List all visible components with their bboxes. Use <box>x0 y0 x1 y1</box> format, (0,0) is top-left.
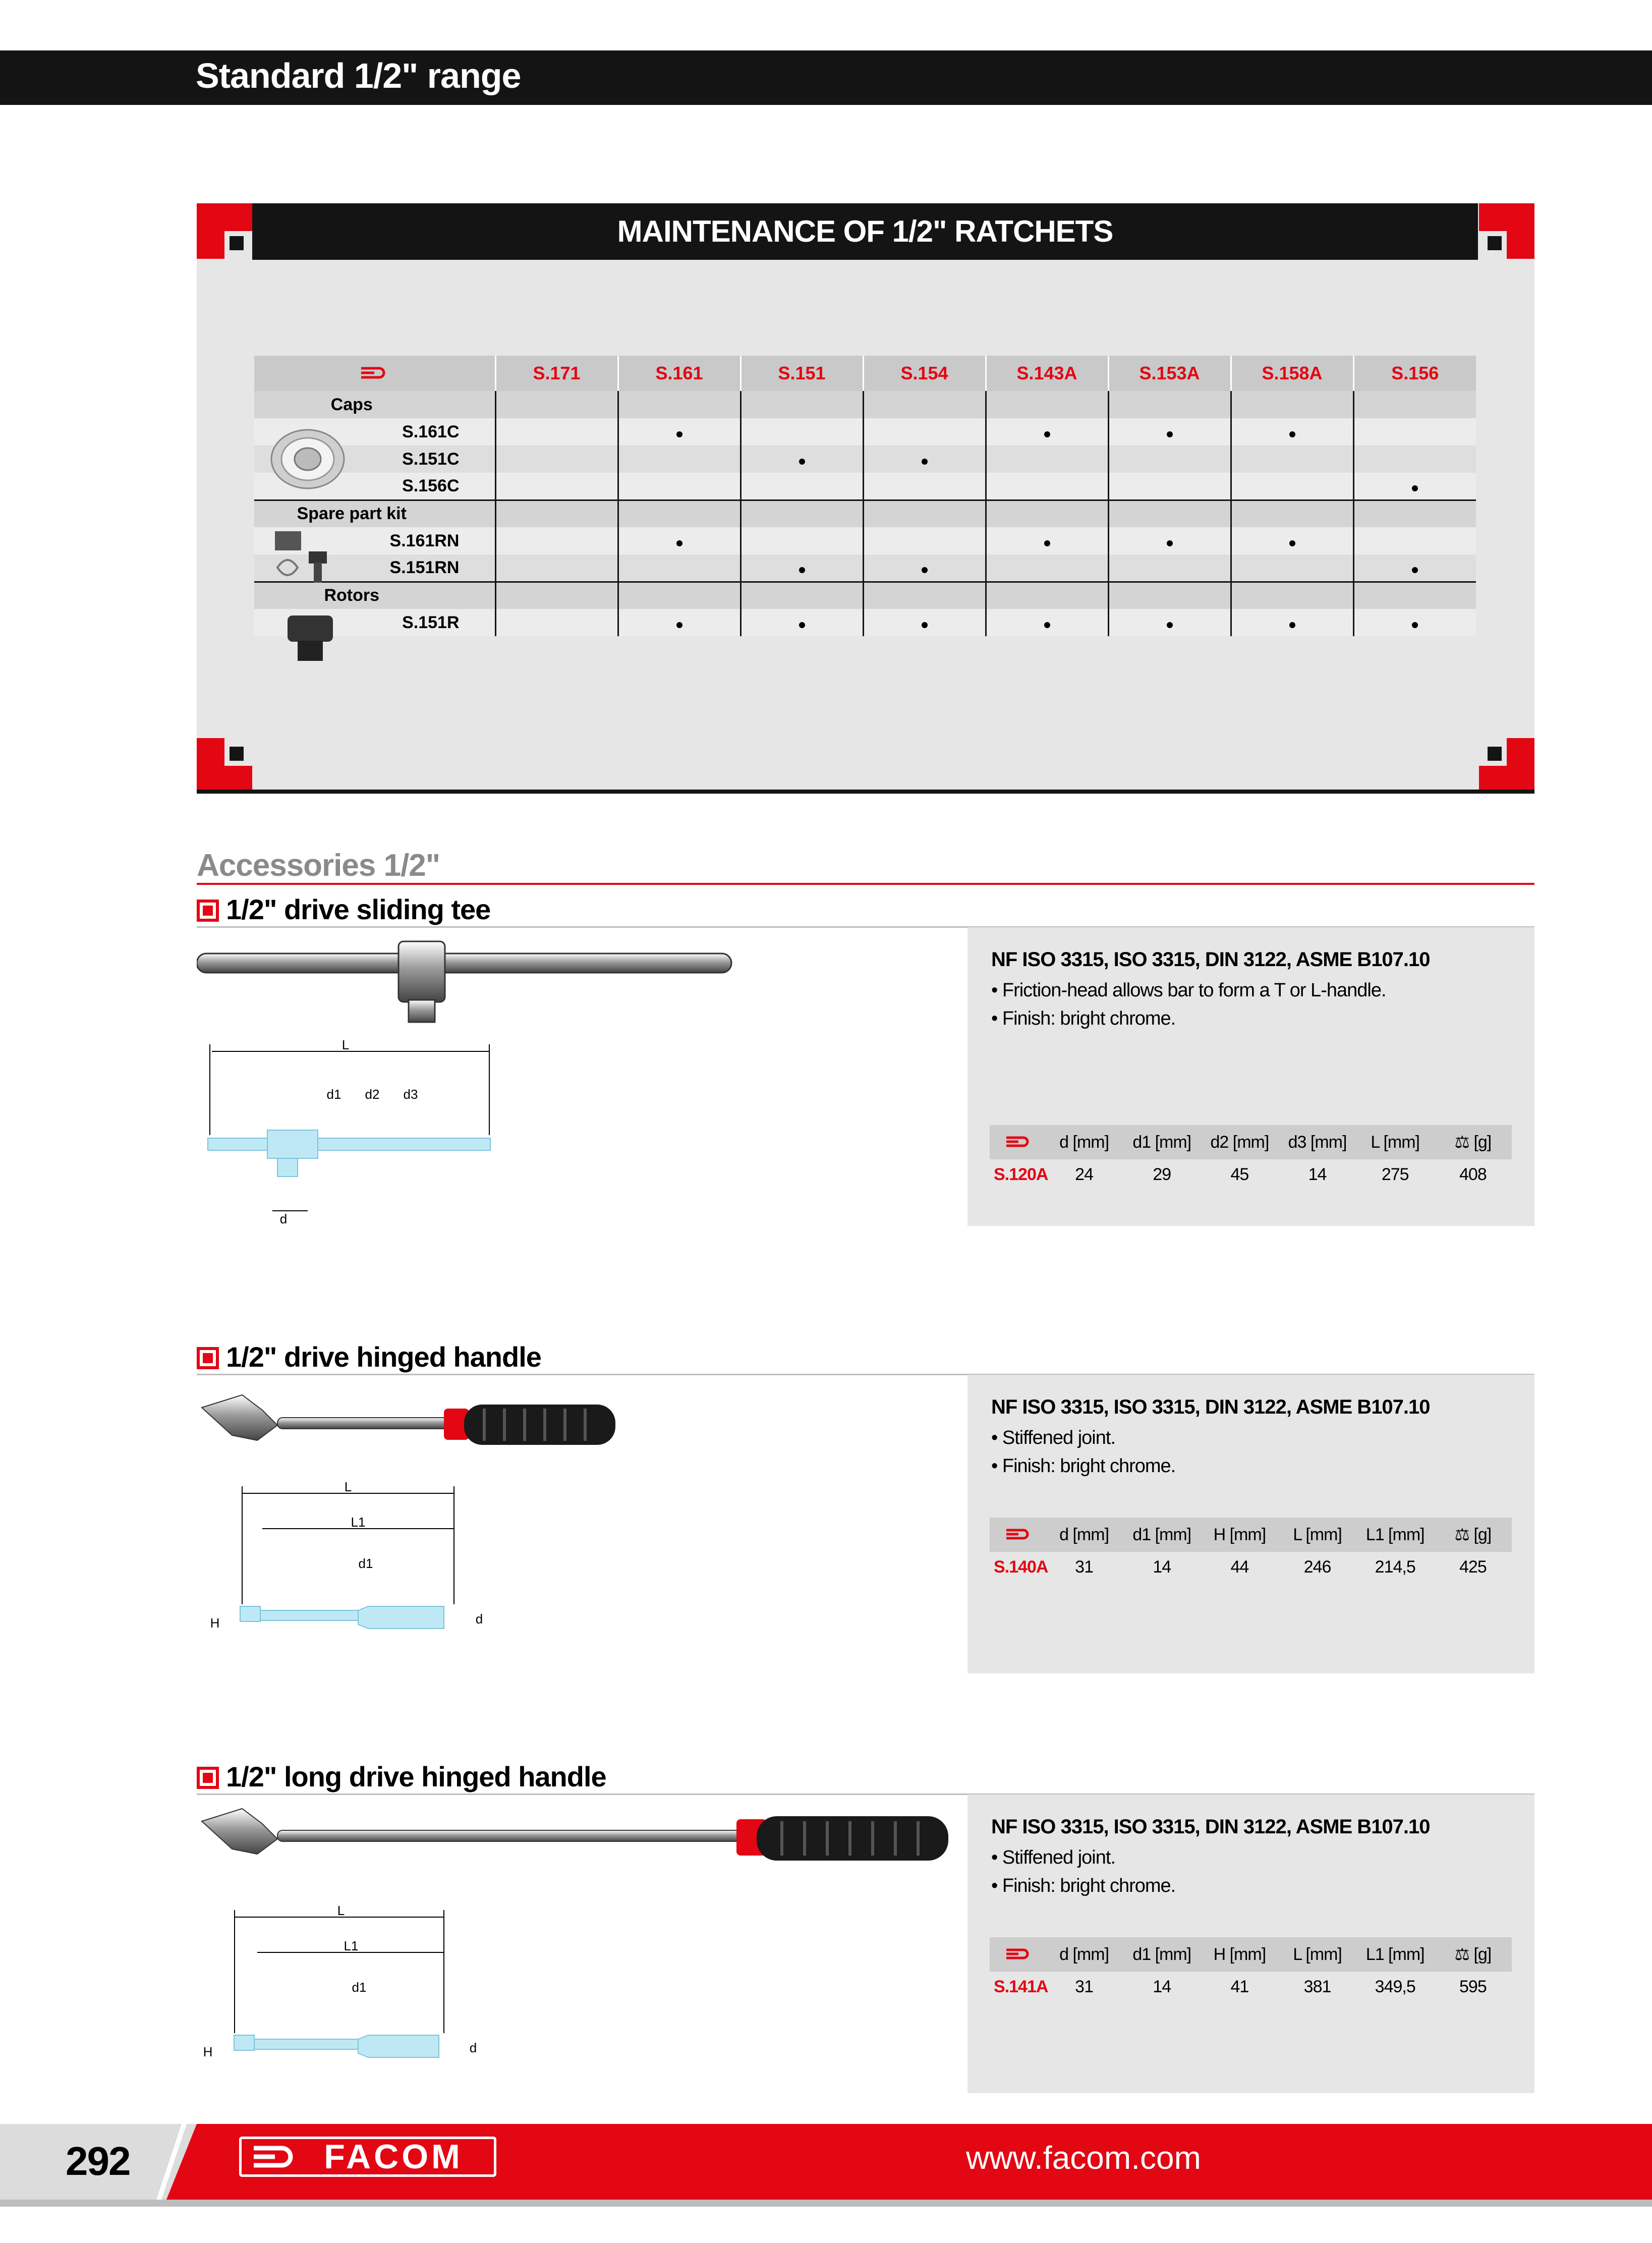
compat-dot <box>1412 622 1418 628</box>
accessories-title: Accessories 1/2" <box>197 848 440 883</box>
product-title: 1/2" drive sliding tee <box>226 893 491 925</box>
compat-cell <box>1108 418 1231 445</box>
spec-header-weight: ⚖ [g] <box>1434 1937 1512 1972</box>
spec-value: 425 <box>1459 1557 1487 1577</box>
spec-value: 214,5 <box>1375 1557 1415 1577</box>
compat-cell <box>618 445 740 473</box>
long-hinged-handle-photo <box>192 1801 953 1877</box>
part-code: S.161RN <box>254 527 495 554</box>
column-header: S.161 <box>618 356 740 391</box>
compat-cell <box>1108 473 1231 500</box>
dim-label: d1 <box>352 1980 367 1995</box>
product-standards: NF ISO 3315, ISO 3315, DIN 3122, ASME B107.10 <box>991 1816 1430 1838</box>
compat-cell <box>1353 473 1476 500</box>
spec-value: 41 <box>1230 1977 1249 1996</box>
compat-dot <box>1044 622 1050 628</box>
compat-cell <box>740 418 863 445</box>
compat-cell <box>863 418 986 445</box>
facom-logo-icon <box>990 1518 1045 1552</box>
spec-table <box>990 1937 1512 2002</box>
compat-cell <box>1353 609 1476 636</box>
compat-dot <box>799 567 805 573</box>
spec-value: 29 <box>1153 1164 1171 1184</box>
hinged-handle-diagram <box>197 1478 509 1655</box>
table-row <box>254 445 1476 473</box>
compat-cell <box>1231 609 1353 636</box>
compat-cell <box>986 418 1108 445</box>
part-code: S.161C <box>254 418 495 445</box>
maintenance-bottom-rule <box>197 790 1534 794</box>
compat-cell <box>986 527 1108 554</box>
compat-dot <box>922 622 928 628</box>
compat-cell <box>863 609 986 636</box>
maintenance-title: MAINTENANCE OF 1/2" RATCHETS <box>617 214 1113 248</box>
product-bullet: • Friction-head allows bar to form a T or L-handle. <box>991 980 1386 1001</box>
spec-header: d [mm] <box>1045 1937 1123 1972</box>
spec-value: 246 <box>1303 1557 1331 1577</box>
compat-dot <box>922 459 928 465</box>
table-row <box>254 418 1476 445</box>
compat-dot <box>1289 540 1295 546</box>
compat-dot <box>1167 622 1173 628</box>
section-row <box>254 582 1476 609</box>
table-row <box>254 609 1476 636</box>
compat-cell <box>986 473 1108 500</box>
compat-cell <box>618 473 740 500</box>
spec-value: 595 <box>1459 1977 1487 1996</box>
compat-dot <box>799 622 805 628</box>
spec-ref: S.140A <box>994 1557 1048 1577</box>
compat-cell <box>1353 418 1476 445</box>
compat-dot <box>1412 567 1418 573</box>
rotor-image <box>282 610 338 666</box>
compat-cell <box>1108 554 1231 582</box>
compat-cell <box>495 445 618 473</box>
spec-value: 31 <box>1075 1557 1093 1577</box>
weight-icon: ⚖ <box>1454 1133 1474 1152</box>
dim-label: d1 <box>326 1087 341 1102</box>
spec-row <box>990 1972 1512 2002</box>
section-row <box>254 391 1476 418</box>
compat-dot <box>676 431 682 437</box>
compat-cell <box>1108 609 1231 636</box>
ratchet-compat-table <box>254 356 1476 636</box>
corner-top-right <box>1479 203 1534 259</box>
column-header: S.151 <box>740 356 863 391</box>
part-code: S.151RN <box>254 554 495 582</box>
dim-label: L1 <box>351 1515 366 1530</box>
facom-logo-icon <box>990 1125 1045 1159</box>
compat-cell <box>1231 473 1353 500</box>
compat-cell <box>495 527 618 554</box>
column-header: S.158A <box>1231 356 1353 391</box>
compat-cell <box>1231 554 1353 582</box>
dim-label: d3 <box>403 1087 418 1102</box>
dim-label: L <box>341 1039 350 1052</box>
compat-cell <box>495 418 618 445</box>
spec-value: 31 <box>1075 1977 1093 1996</box>
compat-cell <box>740 609 863 636</box>
column-header: S.153A <box>1108 356 1231 391</box>
compat-cell <box>740 445 863 473</box>
table-corner <box>254 356 495 391</box>
compat-cell <box>740 473 863 500</box>
page-title: Standard 1/2" range <box>196 56 521 95</box>
spec-header-weight: ⚖ [g] <box>1434 1125 1512 1159</box>
spec-value: 408 <box>1459 1164 1487 1184</box>
spec-value: 45 <box>1230 1164 1249 1184</box>
product-bullet: • Finish: bright chrome. <box>991 1455 1176 1477</box>
compat-cell <box>618 554 740 582</box>
corner-bottom-left <box>197 738 252 794</box>
spec-header: d [mm] <box>1045 1518 1123 1552</box>
spec-header: d3 [mm] <box>1278 1125 1356 1159</box>
spec-header: L1 [mm] <box>1356 1518 1434 1552</box>
compat-cell <box>1108 445 1231 473</box>
spec-header: L1 [mm] <box>1356 1937 1434 1972</box>
compat-dot <box>922 567 928 573</box>
spec-header-row <box>990 1518 1512 1552</box>
compat-cell <box>863 445 986 473</box>
compat-cell <box>618 418 740 445</box>
column-header: S.143A <box>986 356 1108 391</box>
accessories-rule <box>197 883 1534 885</box>
spec-header: L [mm] <box>1278 1937 1356 1972</box>
section-label: Rotors <box>254 582 495 609</box>
spec-row <box>990 1552 1512 1582</box>
red-square-bullet-icon <box>197 900 219 922</box>
facom-logo-icon <box>358 366 390 379</box>
dim-label: H <box>210 1615 220 1631</box>
section-label: Spare part kit <box>254 500 495 527</box>
long-hinged-handle-diagram <box>197 1902 509 2079</box>
compat-dot <box>1044 431 1050 437</box>
compat-dot <box>1044 540 1050 546</box>
facom-brand: FACOM <box>324 2138 463 2176</box>
spec-value: 275 <box>1381 1164 1409 1184</box>
product-bullet: • Finish: bright chrome. <box>991 1875 1176 1896</box>
compat-cell <box>986 554 1108 582</box>
compat-cell <box>1353 554 1476 582</box>
dim-label: d <box>475 1611 483 1627</box>
spec-header-weight: ⚖ [g] <box>1434 1518 1512 1552</box>
compat-cell <box>863 554 986 582</box>
footer-rule <box>0 2200 1652 2207</box>
compat-dot <box>1167 540 1173 546</box>
table-row <box>254 554 1476 582</box>
compat-cell <box>986 445 1108 473</box>
spec-value: 349,5 <box>1375 1977 1415 1996</box>
section-label: Caps <box>254 391 495 418</box>
spec-table <box>990 1518 1512 1582</box>
spec-value: 381 <box>1303 1977 1331 1996</box>
compat-dot <box>1289 622 1295 628</box>
spec-header: H [mm] <box>1201 1937 1278 1972</box>
dim-label: d <box>279 1211 288 1226</box>
spare-kit-image <box>272 527 338 588</box>
weight-icon: ⚖ <box>1454 1525 1474 1544</box>
compat-dot <box>1167 431 1173 437</box>
compat-cell <box>863 473 986 500</box>
compat-cell <box>1231 527 1353 554</box>
compat-dot <box>1412 485 1418 491</box>
table-row <box>254 473 1476 500</box>
dim-label: d2 <box>365 1087 380 1102</box>
column-header: S.171 <box>495 356 618 391</box>
weight-icon: ⚖ <box>1454 1945 1474 1964</box>
caps-image <box>267 426 348 492</box>
product-bullet: • Stiffened joint. <box>991 1847 1115 1868</box>
product-title: 1/2" long drive hinged handle <box>226 1761 606 1792</box>
spec-value: 44 <box>1230 1557 1249 1577</box>
compat-cell <box>1353 445 1476 473</box>
compat-cell <box>1353 527 1476 554</box>
part-code: S.151R <box>254 609 495 636</box>
column-header: S.156 <box>1353 356 1476 391</box>
spec-header: d2 [mm] <box>1201 1125 1278 1159</box>
compat-dot <box>676 622 682 628</box>
spec-header: d1 [mm] <box>1123 1937 1201 1972</box>
red-square-bullet-icon <box>197 1347 219 1369</box>
spec-table <box>990 1125 1512 1190</box>
product-standards: NF ISO 3315, ISO 3315, DIN 3122, ASME B107.10 <box>991 1396 1430 1418</box>
compat-cell <box>986 609 1108 636</box>
spec-header: d [mm] <box>1045 1125 1123 1159</box>
product-bullet: • Finish: bright chrome. <box>991 1008 1176 1029</box>
spec-value: 24 <box>1075 1164 1093 1184</box>
sliding-tee-diagram <box>197 1039 509 1236</box>
table-row <box>254 527 1476 554</box>
dim-label: d1 <box>358 1556 373 1571</box>
section-row <box>254 500 1476 527</box>
spec-ref: S.141A <box>994 1977 1048 1996</box>
compat-dot <box>1289 431 1295 437</box>
compat-cell <box>740 554 863 582</box>
compat-cell <box>1231 418 1353 445</box>
hinged-handle-photo <box>192 1382 636 1468</box>
table-header-row <box>254 356 1476 391</box>
dim-label: L <box>337 1903 345 1918</box>
compat-cell <box>495 473 618 500</box>
spec-header: H [mm] <box>1201 1518 1278 1552</box>
spec-ref: S.120A <box>994 1164 1048 1184</box>
spec-header-row <box>990 1125 1512 1159</box>
compat-dot <box>676 540 682 546</box>
column-header: S.154 <box>863 356 986 391</box>
compat-cell <box>1231 445 1353 473</box>
spec-value: 14 <box>1153 1557 1171 1577</box>
sliding-tee-photo <box>197 939 736 1035</box>
dim-label: H <box>203 2044 213 2059</box>
compat-cell <box>863 527 986 554</box>
compat-cell <box>1108 527 1231 554</box>
spec-value: 14 <box>1308 1164 1327 1184</box>
product-bullet: • Stiffened joint. <box>991 1427 1115 1448</box>
compat-cell <box>618 609 740 636</box>
dim-label: L1 <box>344 1938 359 1953</box>
compat-cell <box>495 554 618 582</box>
part-code: S.151C <box>254 445 495 473</box>
spec-header: L [mm] <box>1356 1125 1434 1159</box>
corner-bottom-right <box>1479 738 1534 794</box>
spec-header: L [mm] <box>1278 1518 1356 1552</box>
spec-row <box>990 1159 1512 1190</box>
part-code: S.156C <box>254 473 495 500</box>
product-title: 1/2" drive hinged handle <box>226 1341 541 1373</box>
dim-label: L <box>344 1479 352 1494</box>
compat-cell <box>618 527 740 554</box>
dim-label: d <box>469 2040 477 2055</box>
facom-logo-icon <box>990 1937 1045 1972</box>
product-standards: NF ISO 3315, ISO 3315, DIN 3122, ASME B107.10 <box>991 948 1430 971</box>
compat-dot <box>799 459 805 465</box>
corner-top-left <box>197 203 252 259</box>
footer-url[interactable]: www.facom.com <box>966 2140 1201 2176</box>
spec-header: d1 [mm] <box>1123 1518 1201 1552</box>
facom-logo-icon <box>251 2145 296 2168</box>
page-number: 292 <box>66 2139 130 2183</box>
compat-cell <box>740 527 863 554</box>
red-square-bullet-icon <box>197 1767 219 1789</box>
spec-header: d1 [mm] <box>1123 1125 1201 1159</box>
spec-header-row <box>990 1937 1512 1972</box>
spec-value: 14 <box>1153 1977 1171 1996</box>
compat-cell <box>495 609 618 636</box>
